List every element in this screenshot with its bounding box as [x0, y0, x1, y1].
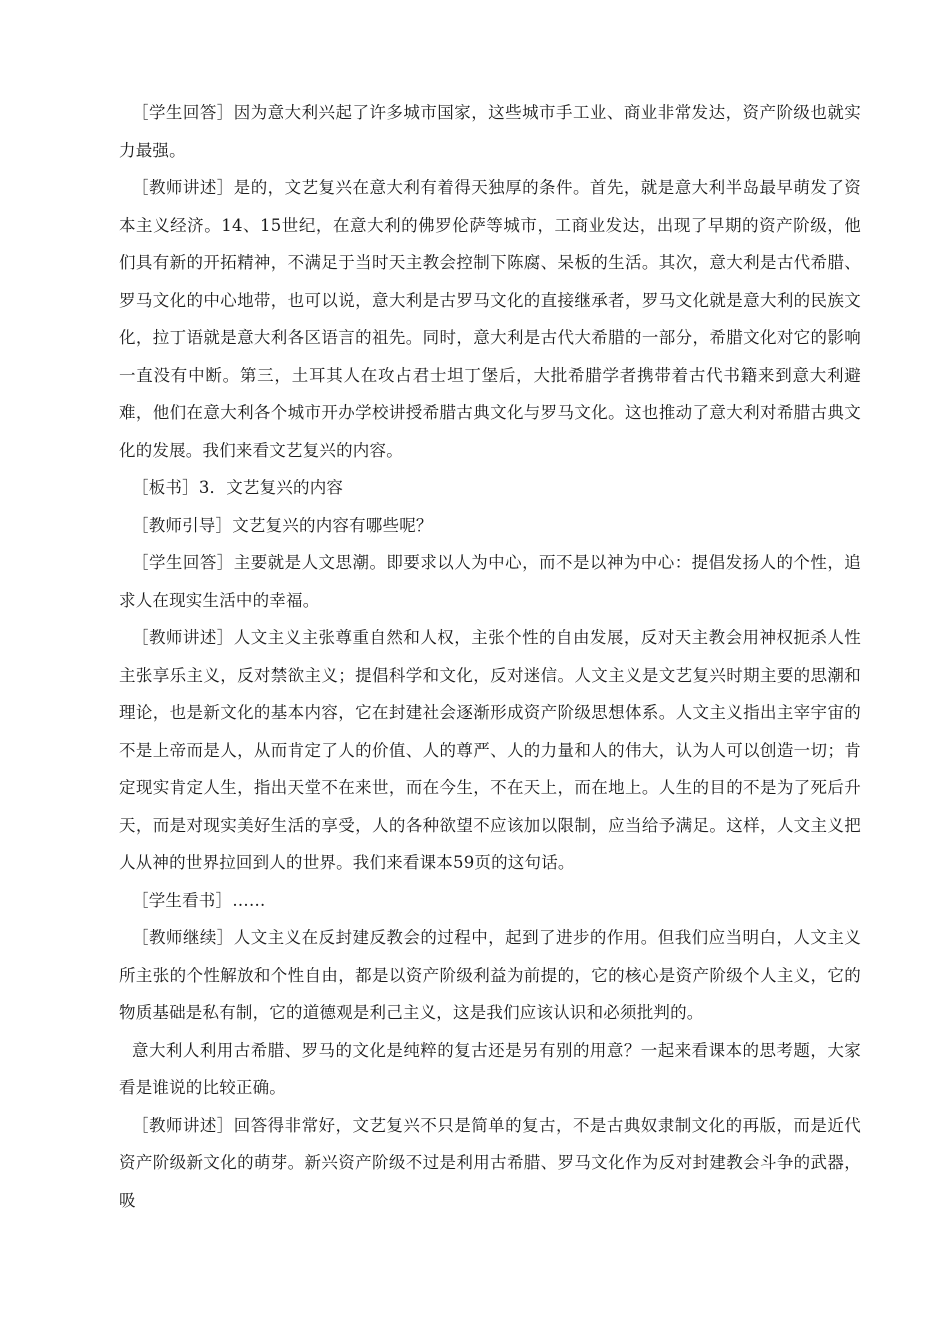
paragraph-tag: ［教师继续］	[132, 928, 234, 947]
paragraph-blackboard	[119, 469, 861, 507]
paragraph-text: 3．文艺复兴的内容	[198, 478, 344, 497]
paragraph-teacher-continue	[119, 919, 861, 1032]
paragraph-tag: ［教师讲述］	[132, 628, 234, 647]
paragraph-tag: ［板书］	[132, 478, 199, 497]
paragraph-question	[119, 1032, 861, 1107]
paragraph-text: ……	[232, 890, 266, 910]
paragraph-text: 是的，文艺复兴在意大利有着得天独厚的条件。首先，就是意大利半岛最早萌发了资本主义经济。14、15世纪，在意大利的佛罗伦萨等城市，工商业发达，出现了早期的资产阶级，他们具有新的开拓精神，不满足于当时天主教会控制下陈腐、呆板的生活。其次，意大利是古代希腊、罗马文化的中心地带，也可以说，意大利是古罗马文化的直接继承者，罗马文化就是意大利的民族文化，拉丁语就是意大利各区语言的祖先。同时，意大利是古代大希腊的一部分，希腊文化对它的影响一直没有中断。第三，土耳其人在攻占君士坦丁堡后，大批希腊学者携带着古代书籍来到意大利避难，他们在意大利各个城市开办学校讲授希腊古典文化与罗马文化。这也推动了意大利对希腊古典文化的发展。我们来看文艺复兴的内容。	[119, 178, 862, 460]
paragraph-text: 回答得非常好，文艺复兴不只是简单的复古，不是古典奴隶制文化的再版，而是近代资产阶级新文化的萌芽。新兴资产阶级不过是利用古希腊、罗马文化作为反对封建教会斗争的武器，吸	[119, 1115, 862, 1210]
paragraph-text: 文艺复兴的内容有哪些呢？	[232, 515, 433, 535]
paragraph-tag: ［学生回答］	[132, 553, 234, 572]
paragraph-tag: ［学生回答］	[132, 103, 234, 122]
paragraph-text: 人文主义在反封建反教会的过程中，起到了进步的作用。但我们应当明白，人文主义所主张的个性解放和个性自由，都是以资产阶级利益为前提的，它的核心是资产阶级个人主义，它的物质基础是私有制，它的道德观是利己主义，这是我们应该认识和必须批判的。	[119, 928, 862, 1022]
paragraph-tag: ［教师引导］	[132, 515, 233, 535]
paragraph-student-answer-2	[119, 544, 861, 619]
paragraph-student-reading	[119, 882, 861, 920]
paragraph-text: 因为意大利兴起了许多城市国家，这些城市手工业、商业非常发达，资产阶级也就实力最强。	[119, 103, 862, 160]
document-page	[119, 94, 861, 1219]
paragraph-text: 人文主义主张尊重自然和人权，主张个性的自由发展，反对天主教会用神权扼杀人性主张享乐主义，反对禁欲主义；提倡科学和文化，反对迷信。人文主义是文艺复兴时期主要的思潮和理论，也是新文化的基本内容，它在封建社会逐渐形成资产阶级思想体系。人文主义指出主宰宇宙的不是上帝而是人，从而肯定了人的价值、人的尊严、人的力量和人的伟大，认为人可以创造一切；肯定现实肯定人生，指出天堂不在来世，而在今生，不在天上，而在地上。人生的目的不是为了死后升天，而是对现实美好生活的享受，人的各种欲望不应该加以限制，应当给予满足。这样，人文主义把人从神的世界拉回到人的世界。我们来看课本59页的这句话。	[119, 628, 862, 872]
paragraph-text: 意大利人利用古希腊、罗马的文化是纯粹的复古还是另有别的用意？一起来看课本的思考题，大家看是谁说的比较正确。	[119, 1040, 861, 1097]
paragraph-teacher-guide	[119, 507, 861, 545]
paragraph-tag: ［教师讲述］	[132, 1115, 234, 1135]
paragraph-student-answer-1	[119, 94, 861, 169]
paragraph-text: 主要就是人文思潮。即要求以人为中心，而不是以神为中心：提倡发扬人的个性，追求人在现实生活中的幸福。	[119, 553, 862, 610]
paragraph-tag: ［教师讲述］	[132, 178, 234, 197]
paragraph-teacher-lecture-2	[119, 619, 861, 882]
paragraph-tag: ［学生看书］	[132, 890, 233, 910]
paragraph-teacher-lecture-3	[119, 1107, 861, 1220]
paragraph-teacher-lecture-1	[119, 169, 861, 469]
